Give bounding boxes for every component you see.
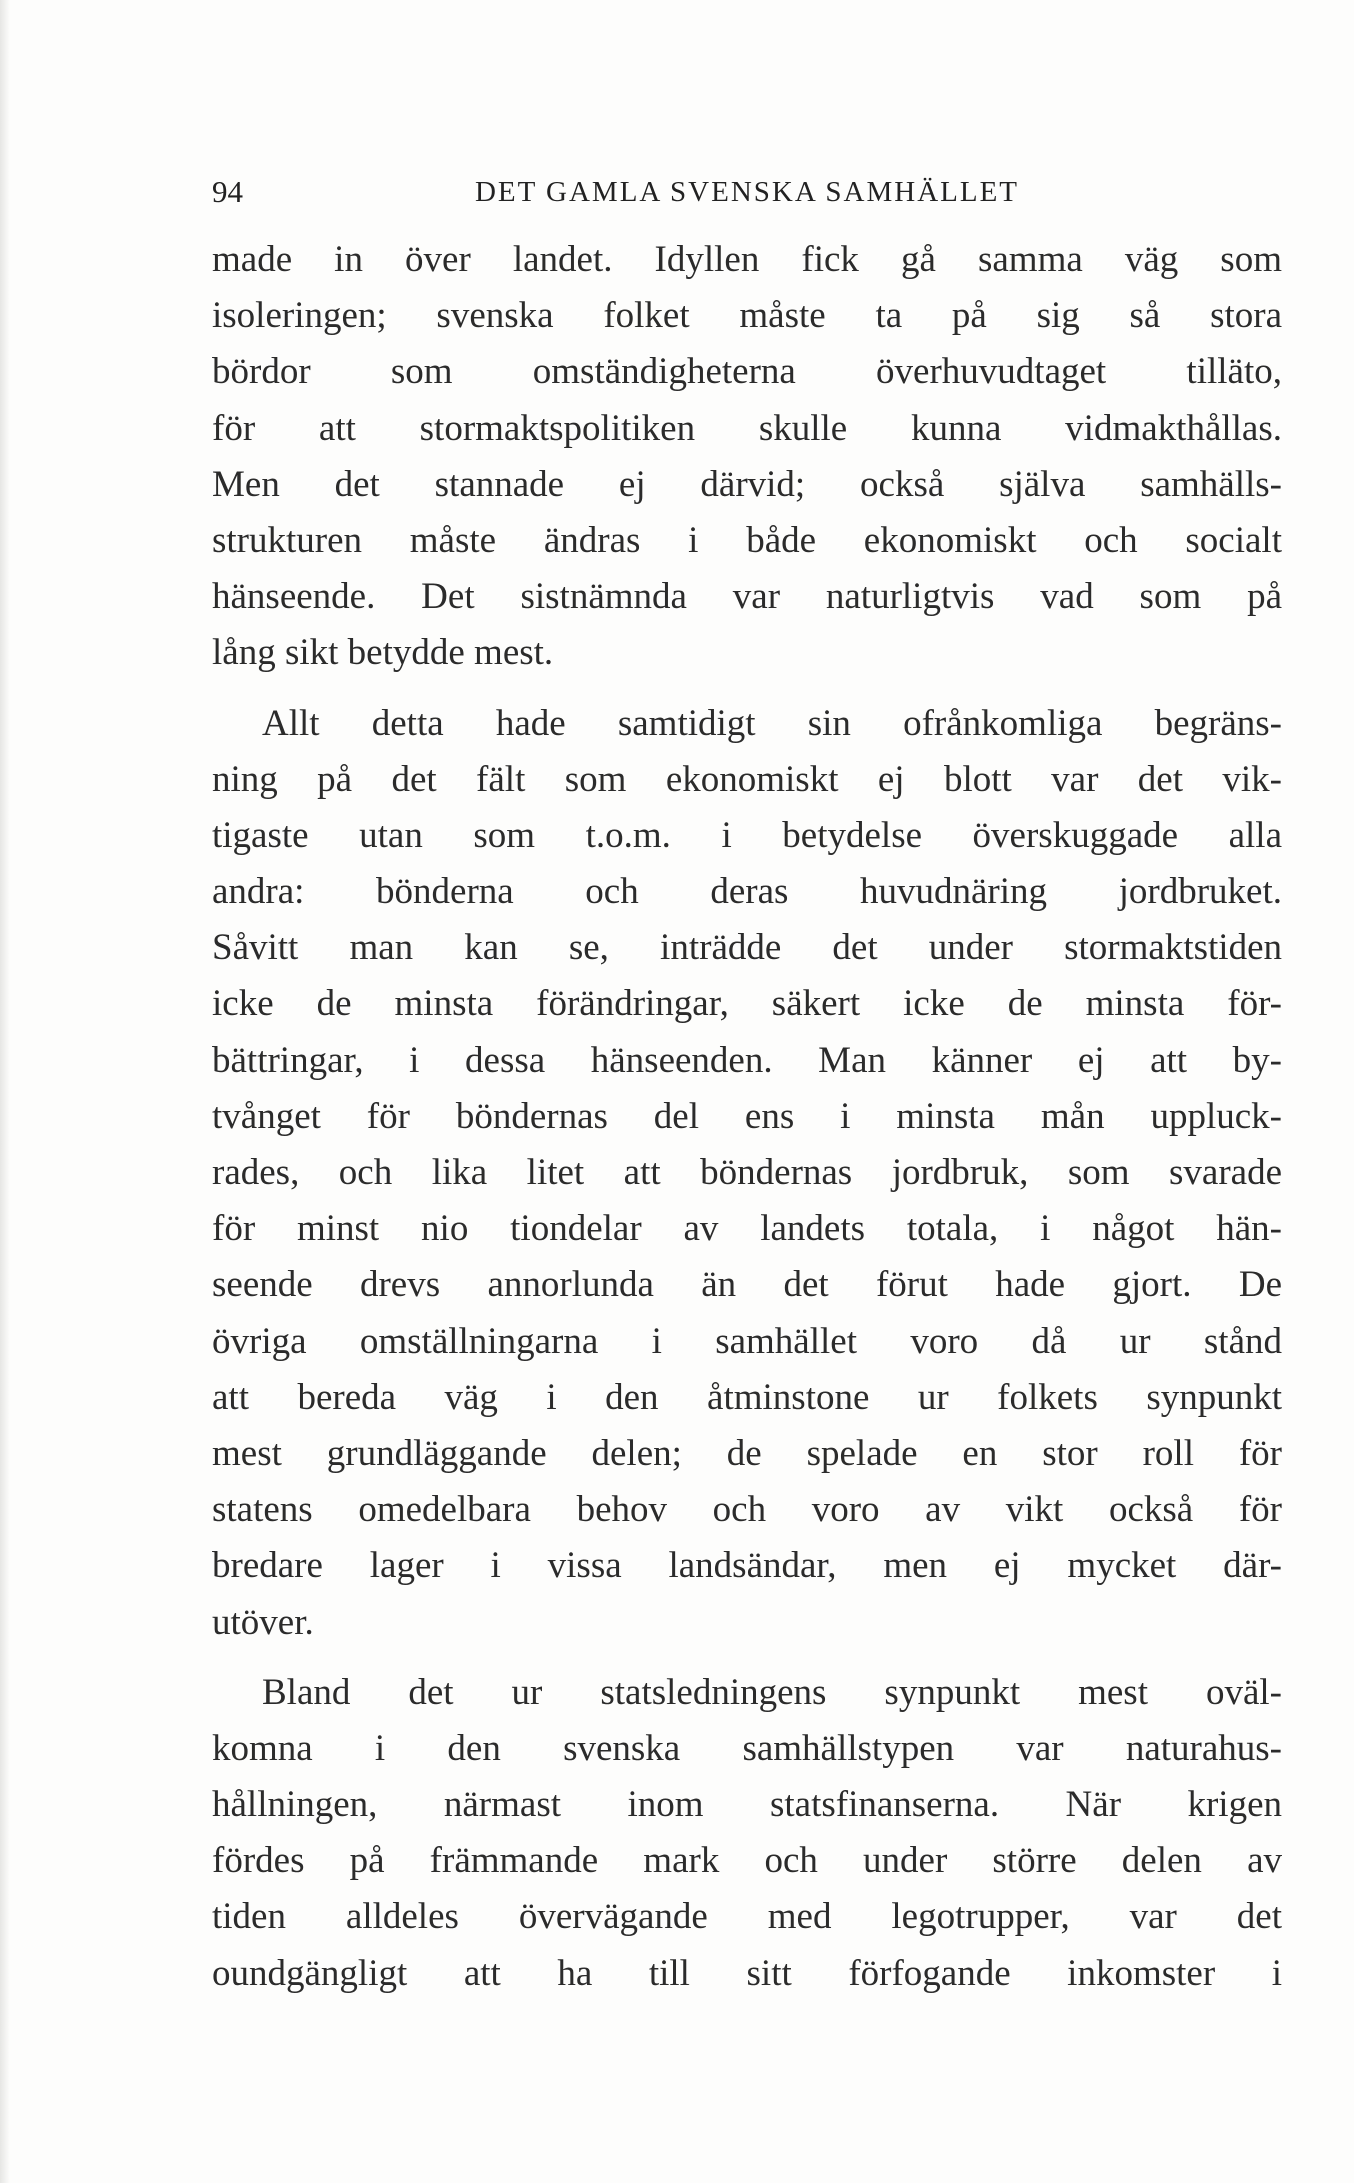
running-header xyxy=(212,170,1282,214)
running-title: DET GAMLA SVENSKA SAMHÄLLET xyxy=(474,176,1020,208)
text-line: hållningen, närmast inom statsfinanserna. När krigen xyxy=(212,1784,1282,1826)
text-line: statens omedelbara behov och voro av vikt också för xyxy=(212,1489,1282,1531)
text-line: lång sikt betydde mest. xyxy=(212,632,554,674)
page-number: 94 xyxy=(212,174,243,209)
text-line: seende drevs annorlunda än det förut hade gjort. De xyxy=(212,1264,1282,1306)
text-line: komna i den svenska samhällstypen var naturahus- xyxy=(212,1727,1282,1769)
text-line: för minst nio tiondelar av landets totala, i något hän- xyxy=(212,1208,1282,1250)
paragraph-gap xyxy=(212,1651,1282,1665)
text-line: oundgängligt att ha till sitt förfogande inkomster i xyxy=(212,1952,1282,1994)
text-line: made in över landet. Idyllen fick gå samma väg som xyxy=(212,239,1282,280)
text-line: icke de minsta förändringar, säkert icke de minsta för- xyxy=(212,983,1282,1025)
text-line: tiden alldeles övervägande med legotrupper, var det xyxy=(212,1896,1282,1938)
text-line: mest grundläggande delen; de spelade en stor roll för xyxy=(212,1432,1282,1474)
text-line: rades, och lika litet att böndernas jordbruk, som svarade xyxy=(212,1152,1282,1193)
text-line: fördes på främmande mark och under större delen av xyxy=(212,1840,1282,1882)
text-line: Men det stannade ej därvid; också själva samhälls- xyxy=(212,463,1282,505)
text-line: ning på det fält som ekonomiskt ej blott var det vik- xyxy=(212,758,1282,800)
text-line: isoleringen; svenska folket måste ta på sig så stora xyxy=(212,295,1282,337)
body-text xyxy=(212,232,1282,2002)
paragraph-gap xyxy=(212,682,1282,696)
text-line: Såvitt man kan se, inträdde det under stormaktstiden xyxy=(212,927,1282,969)
text-line: tigaste utan som t.o.m. i betydelse överskuggade alla xyxy=(212,814,1282,856)
text-line: Allt detta hade samtidigt sin ofrånkomliga begräns- xyxy=(262,702,1282,744)
text-line: andra: bönderna och deras huvudnäring jordbruket. xyxy=(212,871,1282,913)
text-line: bredare lager i vissa landsändar, men ej mycket där- xyxy=(212,1545,1282,1587)
text-line: utöver. xyxy=(212,1601,314,1643)
text-line: hänseende. Det sistnämnda var naturligtvis vad som på xyxy=(212,576,1282,618)
text-line: övriga omställningarna i samhället voro då ur stånd xyxy=(212,1320,1282,1362)
text-line: strukturen måste ändras i både ekonomiskt och socialt xyxy=(212,519,1282,561)
text-line: att bereda väg i den åtminstone ur folkets synpunkt xyxy=(212,1376,1282,1418)
text-line: för att stormaktspolitiken skulle kunna vidmakthållas. xyxy=(212,407,1282,449)
text-line: tvånget för böndernas del ens i minsta mån uppluck- xyxy=(212,1095,1282,1137)
page-edge-shadow xyxy=(0,0,10,2183)
text-line: bättringar, i dessa hänseenden. Man känner ej att by- xyxy=(212,1039,1282,1081)
text-line: bördor som omständigheterna överhuvudtaget tilläto, xyxy=(212,351,1282,393)
text-line: Bland det ur statsledningens synpunkt mest oväl- xyxy=(262,1671,1282,1713)
